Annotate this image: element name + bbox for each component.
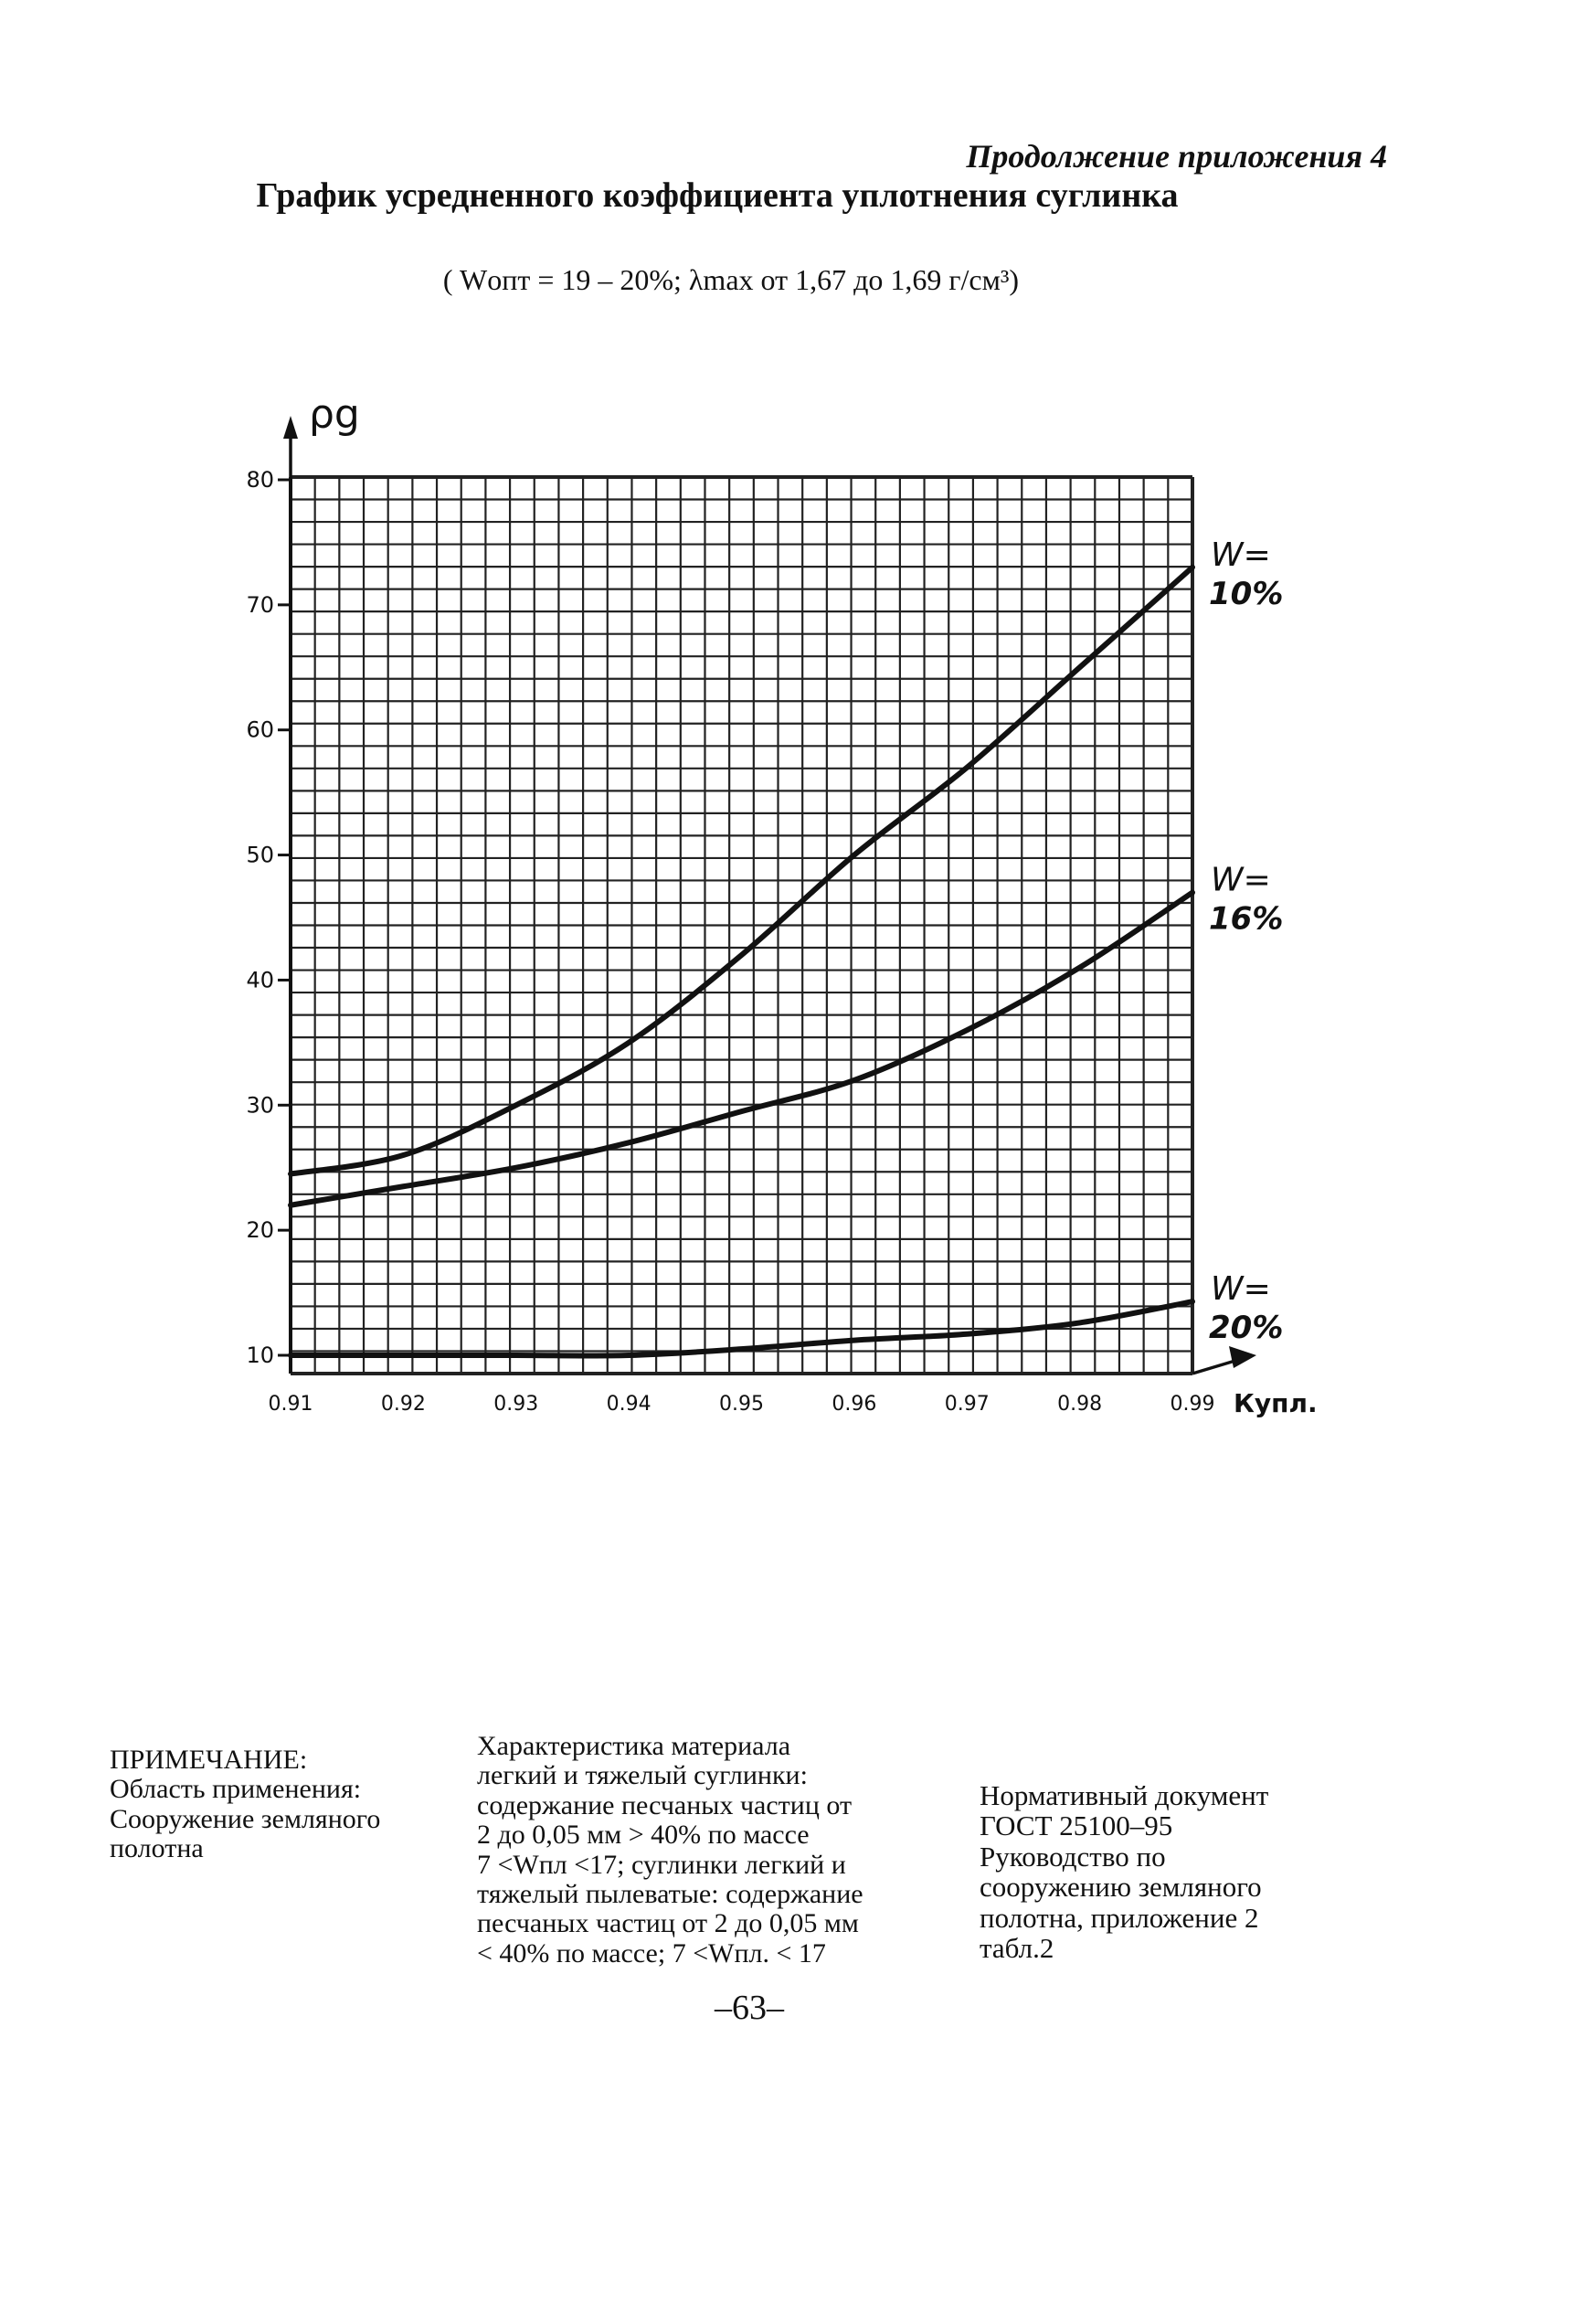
note-line: сооружению земляного [980,1871,1262,1904]
chart-subtitle: ( Wопт = 19 – 20%; λmax от 1,67 до 1,69 г/см³) [442,263,1020,296]
series-line [291,893,1192,1205]
y-tick-label: 40 [246,967,274,993]
note-line: Нормативный документ [980,1779,1269,1811]
note-column-material [477,1732,952,1969]
y-axis-label: ρg [309,391,360,438]
series-label: 16% [1209,900,1284,938]
page-number: –63– [715,1989,784,2027]
series-label: 20% [1209,1310,1284,1347]
x-axis-label: Купл. [1234,1388,1318,1418]
note-line: табл.2 [980,1932,1054,1965]
note-line: ГОСТ 25100–95 [980,1809,1173,1842]
x-tick-label: 0.94 [606,1393,651,1416]
note-line: легкий и тяжелый суглинки: [477,1760,808,1791]
note-column-application [110,1746,457,1864]
x-tick-label: 0.96 [832,1393,877,1416]
series-label: 10% [1209,575,1284,612]
note-line: Область применения: [110,1774,362,1805]
note-column-standard [980,1780,1372,1964]
note-line: полотна [110,1833,204,1864]
y-tick-label: 60 [246,716,274,743]
note-line: Характеристика материала [477,1731,791,1761]
note-line: 7 <Wпл <17; суглинки легкий и [477,1849,846,1880]
note-line: содержание песчаных частиц от [477,1789,853,1820]
x-tick-label: 0.92 [380,1393,426,1416]
y-tick-label: 20 [246,1217,274,1244]
y-tick-label: 10 [246,1342,274,1368]
y-tick-label: 70 [246,591,274,618]
note-line: Сооружение земляного [110,1803,381,1834]
note-line: полотна, приложение 2 [980,1901,1259,1934]
x-tick-label: 0.99 [1170,1393,1215,1416]
note-line: тяжелый пылеватые: содержание [477,1878,863,1909]
series-label: W= [1211,861,1271,899]
note-line: Руководство по [980,1840,1166,1873]
series-label: W= [1211,1270,1271,1309]
note-line: 2 до 0,05 мм > 40% по массе [477,1820,810,1851]
continuation-label: Продолжение приложения 4 [966,138,1387,175]
y-tick-label: 30 [246,1092,274,1119]
x-tick-label: 0.97 [944,1393,990,1416]
x-axis-arrow [1229,1346,1256,1368]
y-tick-label: 80 [246,467,274,493]
note-heading: ПРИМЕЧАНИЕ: [110,1745,308,1775]
x-tick-label: 0.95 [719,1393,764,1416]
x-tick-label: 0.98 [1057,1393,1103,1416]
y-axis-arrow [283,416,298,439]
y-tick-label: 50 [246,842,274,868]
x-tick-label: 0.91 [268,1393,313,1416]
chart [0,384,1589,1444]
note-line: песчаных частиц от 2 до 0,05 мм [477,1908,859,1939]
chart-title: График усредненного коэффициента уплотнения суглинка [256,176,1179,215]
note-line: < 40% по массе; 7 <Wпл. < 17 [477,1937,826,1969]
series-label: W= [1211,536,1271,574]
x-tick-label: 0.93 [493,1393,539,1416]
